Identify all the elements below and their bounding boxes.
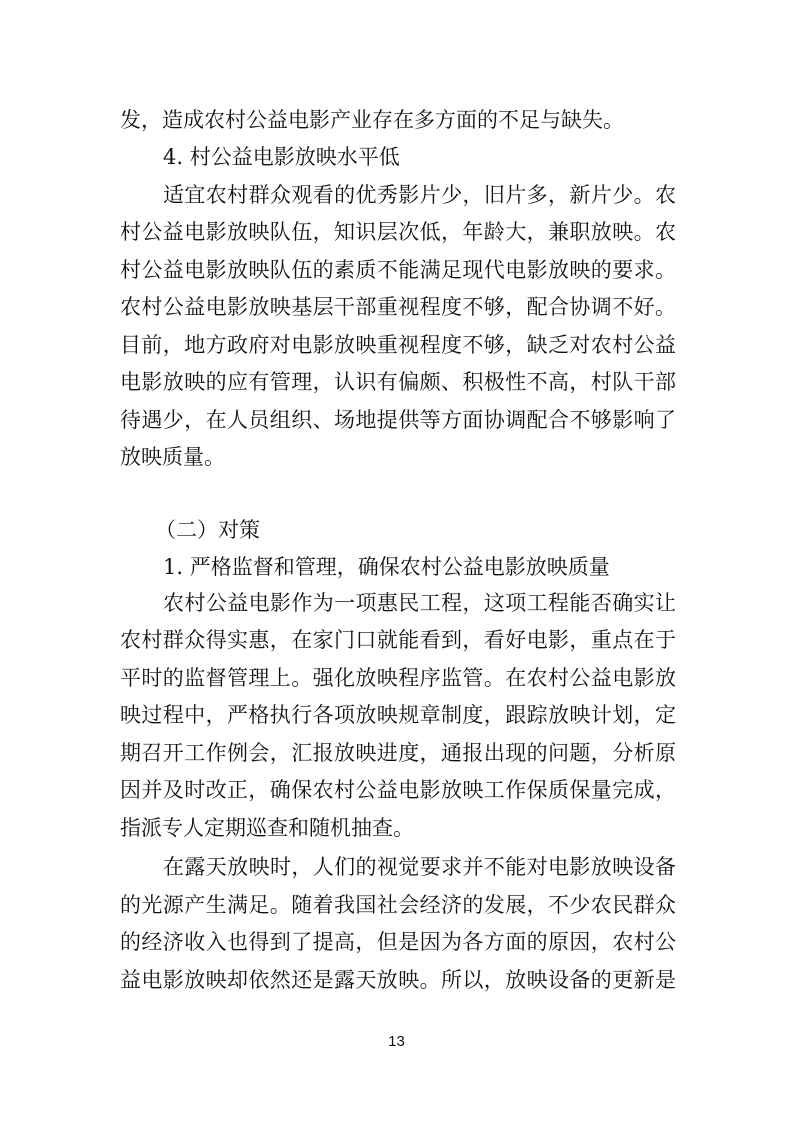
page-number: 13 — [388, 1033, 405, 1050]
paragraph-line: 适宜农村群众观看的优秀影片少，旧片多，新片少。农 — [163, 183, 676, 207]
paragraph-line: 在露天放映时，人们的视觉要求并不能对电影放映设备 — [163, 855, 676, 879]
paragraph-line: 目前，地方政府对电影放映重视程度不够，缺乏对农村公益 — [120, 333, 676, 357]
paragraph-line: 村公益电影放映队伍，知识层次低，年龄大，兼职放映。农 — [120, 220, 676, 244]
paragraph-line: 农村公益电影放映基层干部重视程度不够，配合协调不好。 — [120, 295, 676, 319]
paragraph-line: 的光源产生满足。随着我国社会经济的发展，不少农民群众 — [120, 893, 676, 917]
paragraph-line: 平时的监督管理上。强化放映程序监管。在农村公益电影放 — [120, 666, 676, 690]
paragraph-line: 期召开工作例会，汇报放映进度，通报出现的问题，分析原 — [120, 741, 676, 765]
paragraph-line: 待遇少，在人员组织、场地提供等方面协调配合不够影响了 — [120, 408, 676, 432]
paragraph-line: 的经济收入也得到了提高，但是因为各方面的原因，农村公 — [120, 930, 676, 954]
section-heading: （二）对策 — [155, 518, 260, 542]
paragraph-line: 村公益电影放映队伍的素质不能满足现代电影放映的要求。 — [120, 258, 676, 282]
section-heading: 4. 村公益电影放映水平低 — [163, 145, 400, 169]
paragraph-line: 电影放映的应有管理，认识有偏颇、积极性不高，村队干部 — [120, 370, 676, 394]
paragraph-line: 因并及时改正，确保农村公益电影放映工作保质保量完成， — [120, 778, 676, 802]
subsection-heading: 1. 严格监督和管理，确保农村公益电影放映质量 — [163, 555, 610, 579]
paragraph-line: 映过程中，严格执行各项放映规章制度，跟踪放映计划，定 — [120, 703, 676, 727]
paragraph-line: 发，造成农村公益电影产业存在多方面的不足与缺失。 — [120, 108, 624, 132]
paragraph-line: 放映质量。 — [120, 445, 225, 469]
paragraph-line: 益电影放映却依然还是露天放映。所以，放映设备的更新是 — [120, 968, 676, 992]
paragraph-line: 农村群众得实惠，在家门口就能看到，看好电影，重点在于 — [120, 628, 676, 652]
paragraph-line: 农村公益电影作为一项惠民工程，这项工程能否确实让 — [163, 591, 676, 615]
paragraph-line: 指派专人定期巡查和随机抽查。 — [120, 816, 414, 840]
